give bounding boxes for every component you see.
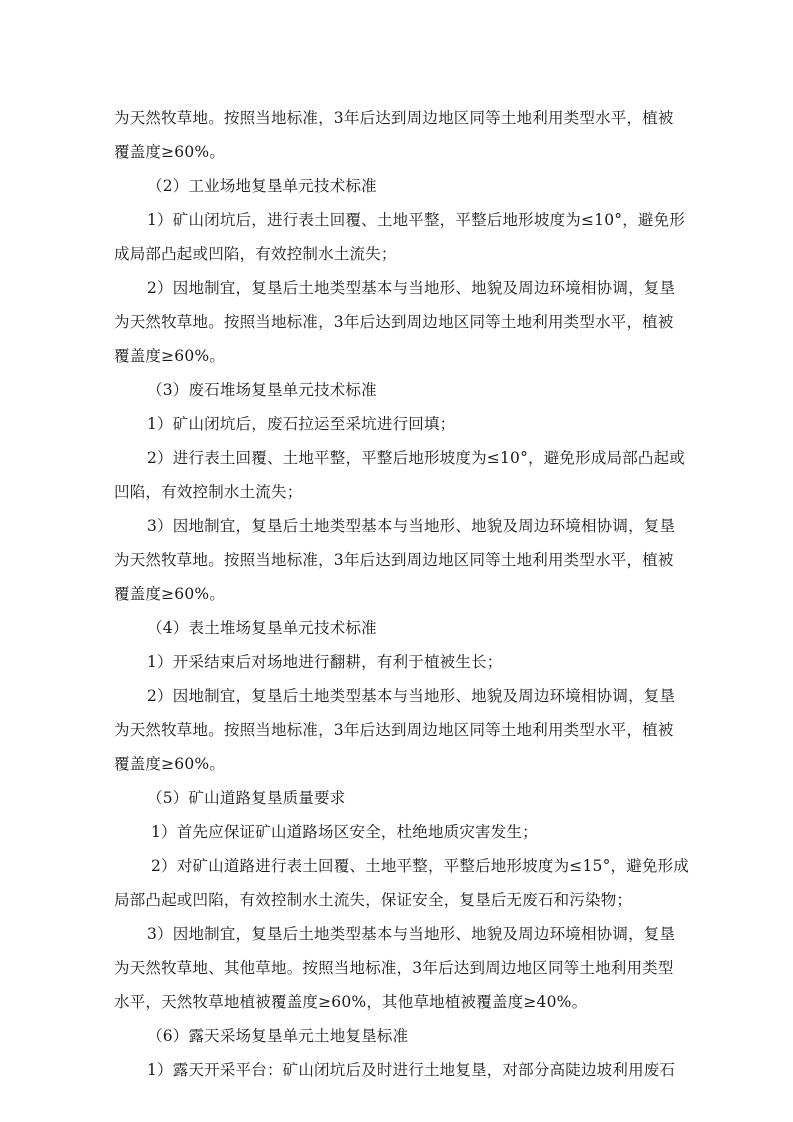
text-line: 1）矿山闭坑后，废石拉运至采坑进行回填； [147, 415, 456, 433]
text-line: 1）露天开采平台：矿山闭坑后及时进行土地复垦，对部分高陡边坡利用废石 [147, 1061, 676, 1079]
text-line: 局部凸起或凹陷，有效控制水土流失，保证安全，复垦后无废石和污染物； [114, 891, 633, 909]
text-line: 凹陷，有效控制水土流失； [114, 483, 303, 501]
text-line: 2）因地制宜，复垦后土地类型基本与当地形、地貌及周边环境相协调，复垦 [147, 279, 676, 297]
text-line: 覆盖度≥60%。 [114, 347, 226, 365]
text-line: 覆盖度≥60%。 [114, 585, 226, 603]
text-line: 2）因地制宜，复垦后土地类型基本与当地形、地貌及周边环境相协调，复垦 [147, 687, 676, 705]
text-line: 1）矿山闭坑后，进行表土回覆、土地平整，平整后地形坡度为≤10°，避免形 [147, 211, 686, 229]
text-line: 水平，天然牧草地植被覆盖度≥60%，其他草地植被覆盖度≥40%。 [114, 993, 588, 1011]
section-heading: （4）表土堆场复垦单元技术标准 [147, 619, 377, 637]
text-line: 为天然牧草地。按照当地标准，3年后达到周边地区同等土地利用类型水平，植被 [114, 721, 674, 739]
text-line: 为天然牧草地。按照当地标准，3年后达到周边地区同等土地利用类型水平，植被 [114, 551, 674, 569]
text-line: 为天然牧草地。按照当地标准，3年后达到周边地区同等土地利用类型水平，植被 [114, 109, 674, 127]
text-line: 为天然牧草地。按照当地标准，3年后达到周边地区同等土地利用类型水平，植被 [114, 313, 674, 331]
section-heading: （2）工业场地复垦单元技术标准 [147, 177, 377, 195]
text-line: 3）因地制宜，复垦后土地类型基本与当地形、地貌及周边环境相协调，复垦 [147, 517, 676, 535]
text-line: 覆盖度≥60%。 [114, 755, 226, 773]
section-heading: （3）废石堆场复垦单元技术标准 [147, 381, 377, 399]
text-line: 1）首先应保证矿山道路场区安全，杜绝地质灾害发生； [151, 823, 538, 841]
text-line: 3）因地制宜，复垦后土地类型基本与当地形、地貌及周边环境相协调，复垦 [147, 925, 676, 943]
section-heading: （5）矿山道路复垦质量要求 [147, 789, 346, 807]
text-line: 成局部凸起或凹陷，有效控制水土流失； [114, 245, 397, 263]
text-line: 覆盖度≥60%。 [114, 143, 226, 161]
text-line: 为天然牧草地、其他草地。按照当地标准，3年后达到周边地区同等土地利用类型 [114, 959, 674, 977]
text-line: 2）对矿山道路进行表土回覆、土地平整，平整后地形坡度为≤15°，避免形成 [151, 857, 690, 875]
text-line: 1）开采结束后对场地进行翻耕，有利于植被生长； [147, 653, 503, 671]
text-line: 2）进行表土回覆、土地平整，平整后地形坡度为≤10°，避免形成局部凸起或 [147, 449, 686, 467]
section-heading: （6）露天采场复垦单元土地复垦标准 [147, 1027, 409, 1045]
